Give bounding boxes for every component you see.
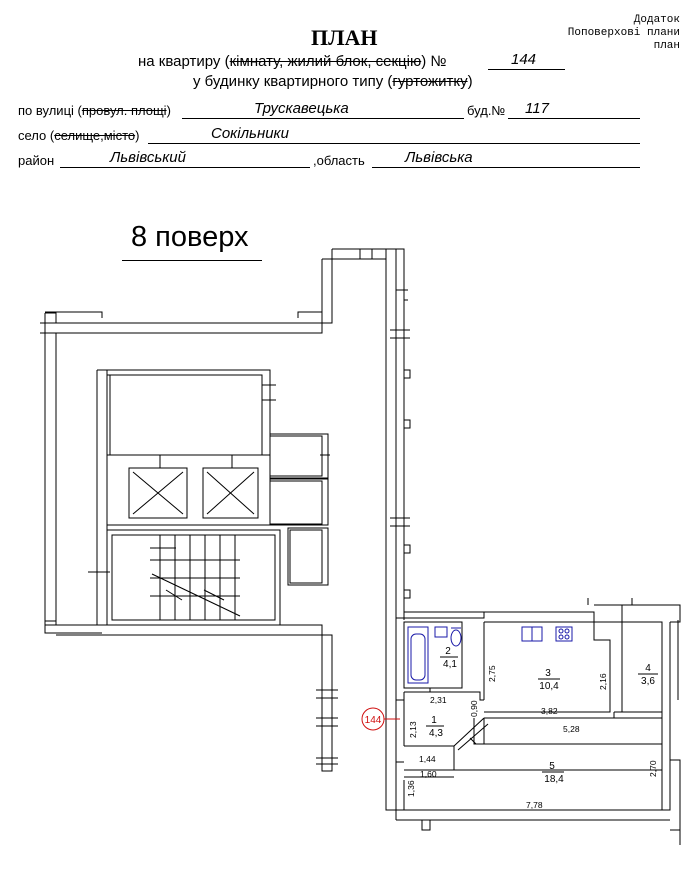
floor-label: 8 поверх bbox=[131, 221, 249, 253]
room-5-number: 5 bbox=[549, 761, 555, 772]
room-3-number: 3 bbox=[545, 668, 551, 679]
street-value: Трускавецька bbox=[254, 100, 349, 117]
room-4-area: 3,6 bbox=[641, 676, 655, 687]
sink bbox=[435, 627, 447, 637]
street-label: по вулиці (провул. площі) bbox=[18, 103, 171, 118]
appendix-line-3: план bbox=[653, 40, 680, 52]
region-label: ,область bbox=[313, 153, 365, 168]
apartment-line-suffix: ) № bbox=[421, 53, 447, 70]
room-2-area: 4,1 bbox=[443, 659, 457, 670]
core-interior bbox=[97, 370, 330, 625]
apartment-marker-label: 144 bbox=[364, 715, 382, 726]
dim-2-13: 2,13 bbox=[408, 721, 418, 738]
shaft-1 bbox=[270, 436, 322, 476]
dim-5-28: 5,28 bbox=[563, 724, 580, 734]
room-1-area: 4,3 bbox=[429, 728, 443, 739]
dim-1-36: 1,36 bbox=[406, 780, 416, 797]
building-label: буд.№ bbox=[467, 103, 506, 118]
dim-7-78: 7,78 bbox=[526, 800, 543, 810]
building-type-struck: гуртожитку bbox=[392, 73, 468, 90]
appendix-line-2: Поповерхові плани bbox=[567, 27, 680, 39]
dim-1-44: 1,44 bbox=[419, 754, 436, 764]
room-1-number: 1 bbox=[431, 715, 437, 726]
dim-3-82: 3,82 bbox=[541, 706, 558, 716]
stove bbox=[556, 627, 572, 641]
dim-2-16: 2,16 bbox=[598, 673, 608, 690]
page-title: ПЛАН bbox=[311, 25, 378, 50]
district-label: район bbox=[18, 153, 55, 168]
room-2-number: 2 bbox=[445, 646, 451, 657]
appendix-line-1: Додаток bbox=[633, 14, 680, 26]
village-label: село (селище,місто) bbox=[18, 128, 140, 143]
building-value: 117 bbox=[525, 100, 549, 117]
shaft-2 bbox=[270, 481, 322, 524]
building-type-suffix: ) bbox=[467, 73, 473, 90]
building-type-prefix: у будинку квартирного типу ( bbox=[193, 73, 393, 90]
district-value: Львівський bbox=[110, 149, 186, 166]
room-5-area: 18,4 bbox=[544, 774, 564, 785]
dim-1-60: 1,60 bbox=[420, 769, 437, 779]
region-value: Львівська bbox=[405, 149, 473, 166]
dim-2-31: 2,31 bbox=[430, 695, 447, 705]
village-value: Сокільники bbox=[211, 125, 289, 142]
apartment-number: 144 bbox=[511, 51, 537, 68]
toilet bbox=[451, 630, 461, 646]
dimension-labels bbox=[406, 665, 658, 810]
room-4-number: 4 bbox=[645, 663, 651, 674]
apartment-line-struck: кімнату, жилий блок, секцію bbox=[229, 53, 422, 70]
apartment-line-prefix: на квартиру ( bbox=[138, 53, 230, 70]
room-3-area: 10,4 bbox=[539, 681, 559, 692]
dim-2-70: 2,70 bbox=[648, 760, 658, 777]
dim-0-90: 0,90 bbox=[469, 700, 479, 717]
shaft-3 bbox=[290, 530, 322, 583]
dim-2-75: 2,75 bbox=[487, 665, 497, 682]
